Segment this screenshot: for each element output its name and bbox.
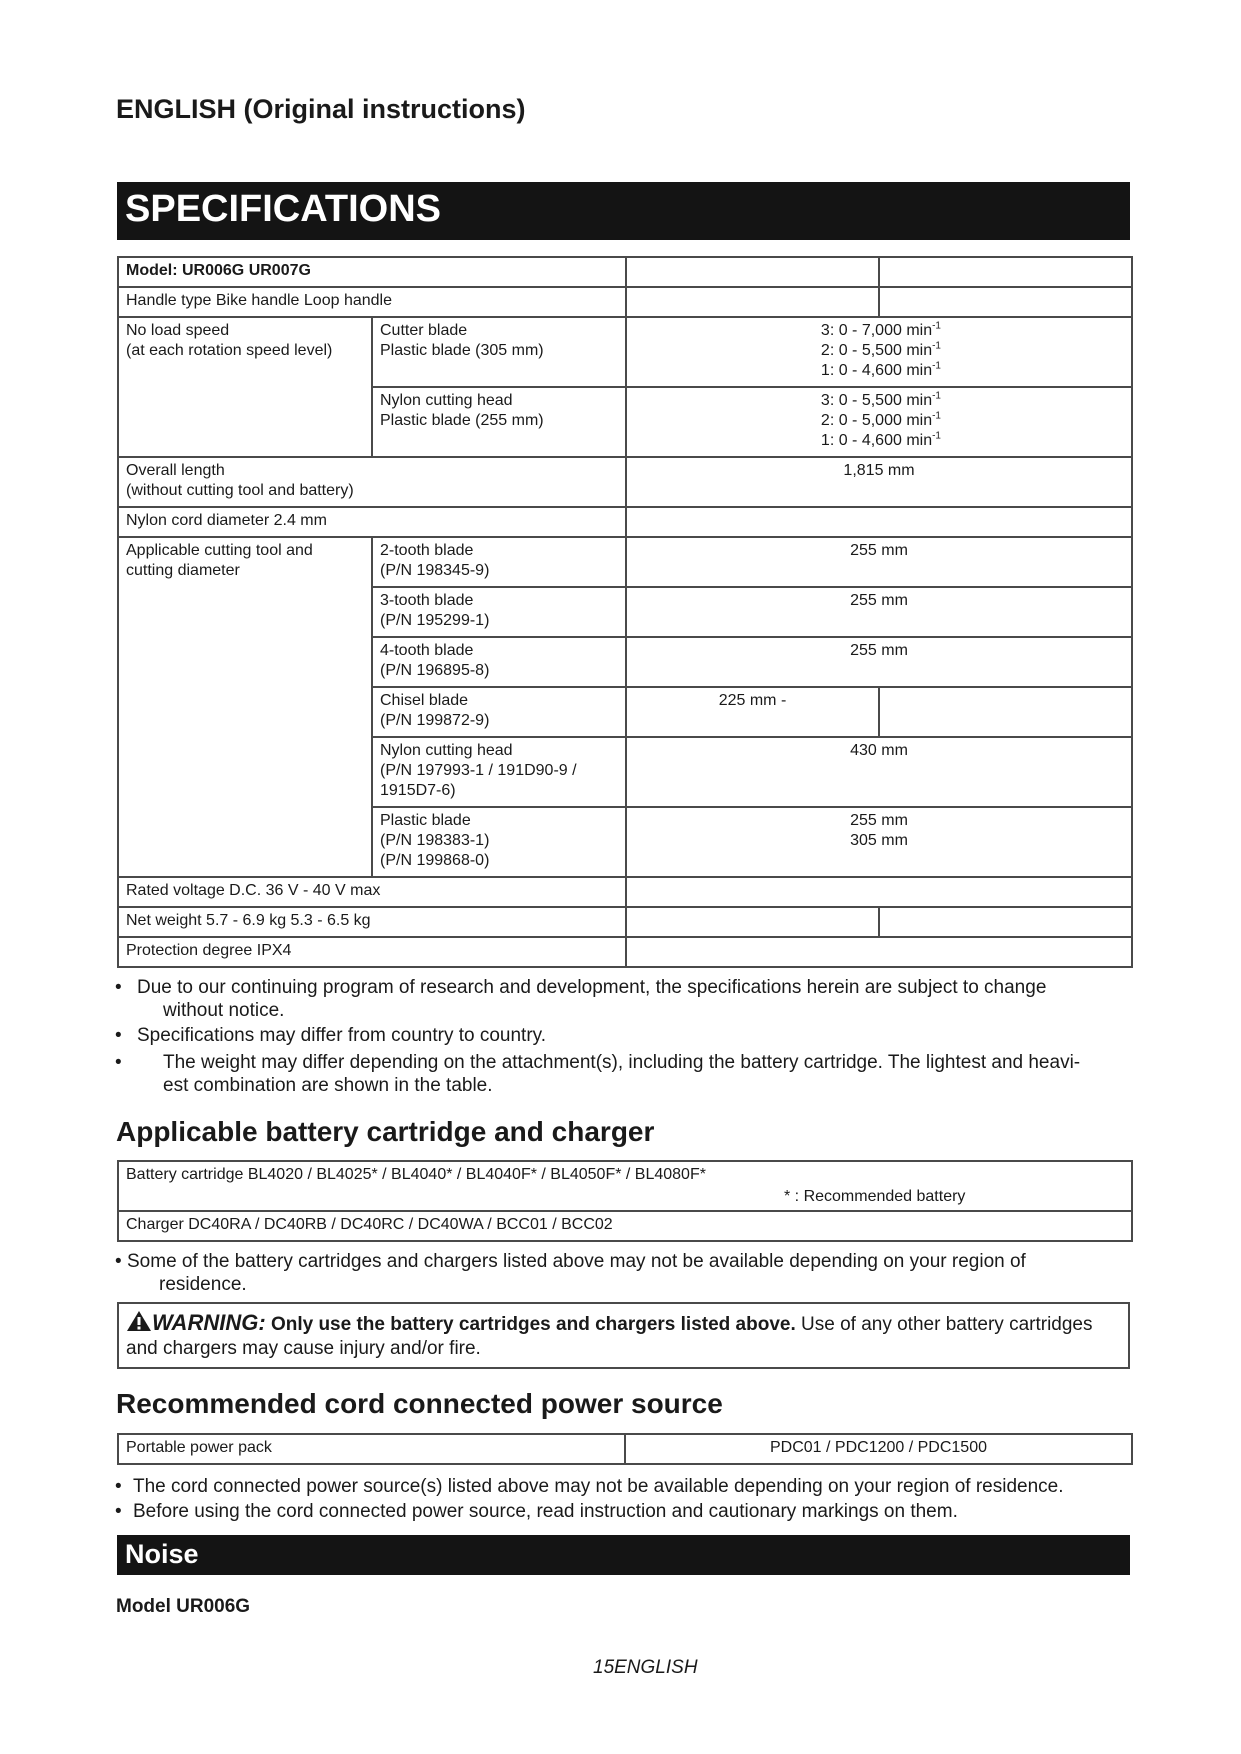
tool-name-cell (372, 807, 626, 877)
tool-diameter: 255 mm (626, 637, 1132, 687)
note-line: est combination are shown in the table. (163, 1075, 493, 1096)
specifications-heading: SPECIFICATIONS (117, 182, 1130, 240)
speed-value: 1: 0 - 4,600 $\min^{-1}$ (820, 360, 941, 379)
battery-table (117, 1160, 1133, 1242)
battery-section-title: Applicable battery cartridge and charger (116, 1116, 655, 1147)
warning-line (126, 1310, 1121, 1337)
tool-name-cell (372, 637, 626, 687)
label-line: cutting diameter (126, 562, 240, 579)
speed-value: 2: 0 - 5,000 $\min^{-1}$ (820, 410, 941, 429)
tool-name-cell (372, 587, 626, 637)
table-row (118, 537, 1132, 587)
tool-diameter: 430 mm (626, 737, 1132, 807)
handle-type-cell: Handle type Bike handle Loop handle (118, 287, 626, 317)
power-notes (113, 1475, 1123, 1523)
nylon-speed-values (626, 387, 1132, 457)
list-item (113, 1051, 1123, 1097)
table-row (118, 457, 1132, 507)
warning-box (117, 1302, 1130, 1369)
nylon-cord-cell: Nylon cord diameter 2.4 mm (118, 507, 626, 537)
cutter-speed-values (626, 317, 1132, 387)
warning-triangle-icon (126, 1310, 152, 1332)
note-line: The weight may differ depending on the attachment(s), including the battery cartridge. The lightest and heavi- (163, 1052, 1081, 1073)
battery-cell (118, 1161, 1132, 1211)
diameter-value: 305 mm (850, 832, 908, 849)
tool-diameter (626, 807, 1132, 877)
speed-value: 3: 0 - 5,500 $\min^{-1}$ (820, 390, 941, 409)
page-footer: 15ENGLISH (593, 1657, 698, 1678)
label-line: (at each rotation speed level) (126, 342, 333, 359)
bullet: • (115, 1052, 122, 1073)
overall-length-label (118, 457, 626, 507)
diameter-value: 255 mm (850, 812, 908, 829)
noise-model-label: Model UR006G (116, 1596, 251, 1617)
list-item (113, 976, 1123, 1022)
power-section-title: Recommended cord connected power source (116, 1388, 723, 1419)
tool-name: 2-tooth blade (380, 542, 474, 559)
tool-name-cell (372, 687, 626, 737)
bullet: • (115, 1251, 122, 1272)
empty-cell (626, 257, 879, 287)
specifications-table (117, 256, 1133, 968)
part-number: (P/N 197993-1 / 191D90-9 / (380, 762, 577, 779)
tool-name-cell (372, 737, 626, 807)
power-pack-value: PDC01 / PDC1200 / PDC1500 (625, 1434, 1132, 1464)
warning-bold-text: Only use the battery cartridges and chargers listed above. (270, 1314, 796, 1335)
label-line: Nylon cutting head (380, 392, 513, 409)
bullet: • (115, 1501, 122, 1522)
speed-value: 1: 0 - 4,600 $\min^{-1}$ (820, 430, 941, 449)
tool-diameter: 255 mm (626, 587, 1132, 637)
tool-diameter: 255 mm (626, 537, 1132, 587)
label-line: Overall length (126, 462, 225, 479)
part-number: (P/N 195299-1) (380, 612, 490, 629)
table-row (118, 1434, 1132, 1464)
part-number: (P/N 199872-9) (380, 712, 490, 729)
spec-notes (113, 976, 1123, 1097)
bullet: • (115, 977, 122, 998)
net-weight-cell: Net weight 5.7 - 6.9 kg 5.3 - 6.5 kg (118, 907, 626, 937)
table-row (118, 877, 1132, 907)
empty-cell (879, 257, 1132, 287)
tool-name: 3-tooth blade (380, 592, 474, 609)
nylon-head-cell (372, 387, 626, 457)
tool-name: Chisel blade (380, 692, 469, 709)
table-row (118, 907, 1132, 937)
label-line: Cutter blade (380, 322, 468, 339)
cutting-tool-label (118, 537, 372, 877)
noise-heading: Noise (117, 1535, 1130, 1575)
warning-line: and chargers may cause injury and/or fire. (126, 1338, 481, 1359)
tool-diameter: 225 mm - (626, 687, 879, 737)
list-item (113, 1250, 1123, 1296)
tool-name: Nylon cutting head (380, 742, 513, 759)
empty-cell (879, 907, 1132, 937)
empty-cell (626, 877, 1132, 907)
power-pack-label: Portable power pack (118, 1434, 625, 1464)
label-line: Plastic blade (255 mm) (380, 412, 544, 429)
label-line: Plastic blade (305 mm) (380, 342, 544, 359)
label-line: No load speed (126, 322, 230, 339)
battery-list: Battery cartridge BL4020 / BL4025* / BL4040* / BL4040F* / BL4050F* / BL4080F* (126, 1166, 706, 1183)
note-line: Before using the cord connected power source, read instruction and cautionary markings on them. (133, 1501, 958, 1522)
rated-voltage-cell: Rated voltage D.C. 36 V - 40 V max (118, 877, 626, 907)
list-item (113, 1500, 1123, 1523)
empty-cell (626, 507, 1132, 537)
tool-name-cell (372, 537, 626, 587)
empty-cell (879, 687, 1132, 737)
note-line: Some of the battery cartridges and chargers listed above may not be available depending on your region of (127, 1251, 1026, 1272)
tool-name: Plastic blade (380, 812, 471, 829)
tool-name: 4-tooth blade (380, 642, 474, 659)
empty-cell (626, 907, 879, 937)
warning-word: WARNING: (152, 1310, 266, 1335)
table-row (118, 1161, 1132, 1211)
part-number: (P/N 199868-0) (380, 852, 490, 869)
table-row (118, 1211, 1132, 1241)
note-line: Due to our continuing program of research and development, the specifications herein are subject to change (137, 977, 1047, 998)
battery-note (113, 1250, 1123, 1296)
protection-cell: Protection degree IPX4 (118, 937, 626, 967)
table-row (118, 317, 1132, 387)
table-row (118, 507, 1132, 537)
speed-value: 3: 0 - 7,000 $\min^{-1}$ (820, 320, 941, 339)
list-item (113, 1475, 1123, 1498)
table-row (118, 937, 1132, 967)
charger-cell: Charger DC40RA / DC40RB / DC40RC / DC40WA / BCC01 / BCC02 (118, 1211, 1132, 1241)
model-cell: Model: UR006G UR007G (118, 257, 626, 287)
note-line: residence. (159, 1274, 247, 1295)
empty-cell (626, 287, 879, 317)
warning-text: Use of any other battery cartridges (801, 1314, 1093, 1335)
no-load-speed-label (118, 317, 372, 457)
bullet: • (115, 1025, 122, 1046)
part-number: (P/N 198345-9) (380, 562, 490, 579)
table-row (118, 257, 1132, 287)
overall-length-value: 1,815 mm (626, 457, 1132, 507)
part-number: (P/N 198383-1) (380, 832, 490, 849)
part-number: (P/N 196895-8) (380, 662, 490, 679)
label-line: (without cutting tool and battery) (126, 482, 354, 499)
label-line: Applicable cutting tool and (126, 542, 313, 559)
note-line: Specifications may differ from country to country. (137, 1025, 547, 1046)
empty-cell (879, 287, 1132, 317)
table-row (118, 287, 1132, 317)
bullet: • (115, 1476, 122, 1497)
note-line: without notice. (163, 1000, 285, 1021)
recommended-note: * : Recommended battery (784, 1188, 966, 1205)
empty-cell (626, 937, 1132, 967)
power-table (117, 1433, 1133, 1465)
speed-value: 2: 0 - 5,500 $\min^{-1}$ (820, 340, 941, 359)
part-number: 1915D7-6) (380, 782, 456, 799)
list-item (113, 1024, 1123, 1047)
cutter-blade-cell (372, 317, 626, 387)
language-title: ENGLISH (Original instructions) (116, 94, 526, 124)
note-line: The cord connected power source(s) listed above may not be available depending on your region of residence. (133, 1476, 1064, 1497)
